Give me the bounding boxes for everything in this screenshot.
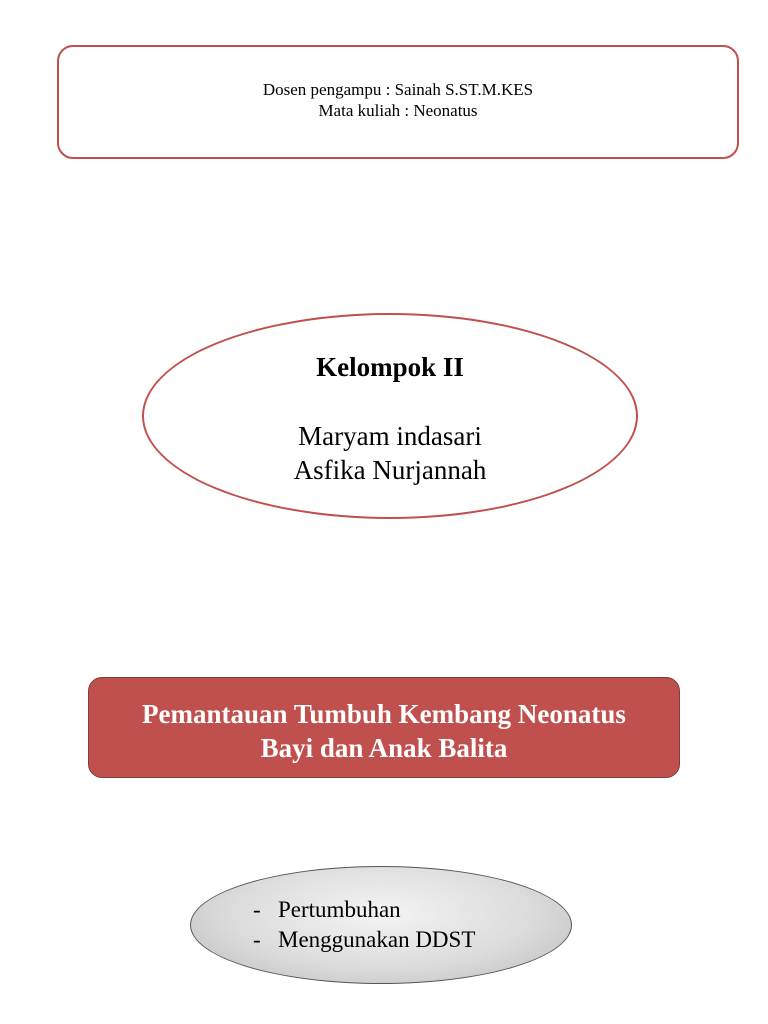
member-name: Maryam indasari bbox=[298, 421, 482, 451]
dash-bullet: - bbox=[253, 897, 261, 922]
course-line: Mata kuliah : Neonatus bbox=[318, 101, 478, 120]
lecturer-line: Dosen pengampu : Sainah S.ST.M.KES bbox=[262, 80, 534, 99]
topic-title-box bbox=[88, 677, 680, 778]
subtopics-ellipse bbox=[190, 866, 572, 984]
dash-bullet: - bbox=[253, 927, 261, 952]
group-ellipse bbox=[142, 313, 638, 519]
list-item bbox=[253, 925, 475, 955]
topic-title-line: Bayi dan Anak Balita bbox=[260, 733, 508, 763]
subtopic-label: Pertumbuhan bbox=[278, 897, 401, 922]
subtopics-list bbox=[253, 895, 475, 955]
member-list bbox=[144, 419, 636, 487]
list-item bbox=[253, 895, 475, 925]
member-name: Asfika Nurjannah bbox=[293, 455, 487, 485]
topic-title-line: Pemantauan Tumbuh Kembang Neonatus bbox=[142, 699, 626, 729]
group-title: Kelompok II bbox=[316, 352, 464, 382]
subtopic-label: Menggunakan DDST bbox=[278, 927, 476, 952]
lecturer-course-box bbox=[57, 45, 739, 159]
